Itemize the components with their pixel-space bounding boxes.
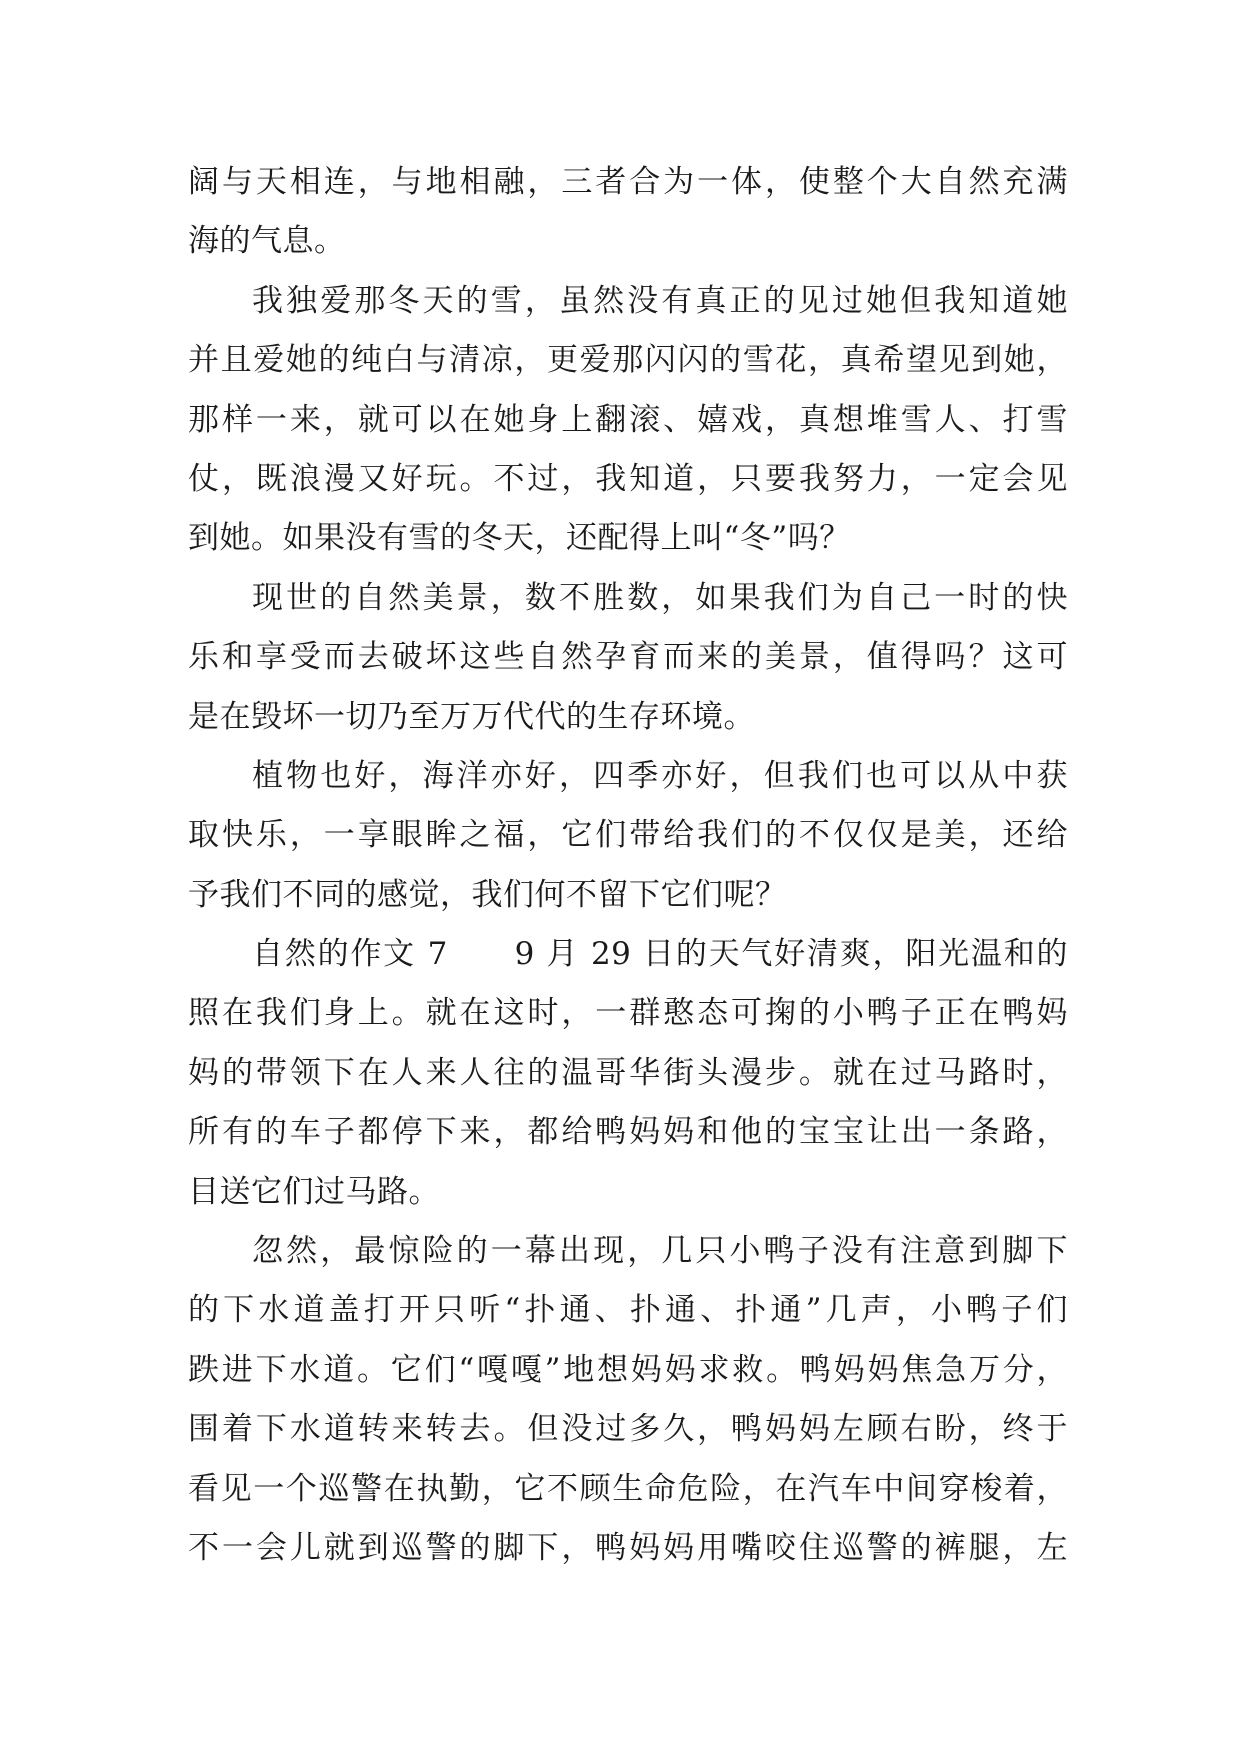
text-line: 照在我们身上。就在这时，一群憨态可掬的小鸭子正在鸭妈 (188, 995, 1068, 1032)
text-line: 植物也好，海洋亦好，四季亦好，但我们也可以从中获 (252, 757, 1068, 794)
text-line: 妈的带领下在人来人往的温哥华街头漫步。就在过马路时， (188, 1054, 1068, 1091)
text-line: 予我们不同的感觉，我们何不留下它们呢？ (188, 876, 787, 913)
text-line: 并且爱她的纯白与清凉，更爱那闪闪的雪花，真希望见到她， (188, 342, 1068, 379)
text-line: 目送它们过马路。 (188, 1173, 440, 1210)
text-line: 仗，既浪漫又好玩。不过，我知道，只要我努力，一定会见 (188, 460, 1068, 497)
text-line: 的下水道盖打开只听“扑通、扑通、扑通”几声，小鸭子们 (188, 1292, 1068, 1329)
text-line: 阔与天相连，与地相融，三者合为一体，使整个大自然充满 (188, 164, 1068, 200)
text-line: 忽然，最惊险的一幕出现，几只小鸭子没有注意到脚下 (252, 1233, 1068, 1270)
text-line: 跌进下水道。它们“嘎嘎”地想妈妈求救。鸭妈妈焦急万分， (188, 1351, 1068, 1388)
text-line: 乐和享受而去破坏这些自然孕育而来的美景，值得吗？这可 (188, 639, 1068, 676)
body-text (188, 153, 1068, 1578)
text-line: 那样一来，就可以在她身上翻滚、嬉戏，真想堆雪人、打雪 (188, 401, 1068, 438)
text-line: 自然的作文 7 9 月 29 日的天气好清爽，阳光温和的 (252, 936, 1068, 973)
text-line: 取快乐，一享眼眸之福，它们带给我们的不仅仅是美，还给 (188, 817, 1068, 854)
text-line: 现世的自然美景，数不胜数，如果我们为自己一时的快 (252, 579, 1068, 616)
text-line: 围着下水道转来转去。但没过多久，鸭妈妈左顾右盼，终于 (188, 1411, 1068, 1448)
text-line: 到她。如果没有雪的冬天，还配得上叫“冬”吗？ (188, 520, 851, 557)
text-line: 不一会儿就到巡警的脚下，鸭妈妈用嘴咬住巡警的裤腿，左 (188, 1529, 1068, 1566)
text-line: 我独爱那冬天的雪，虽然没有真正的见过她但我知道她 (252, 282, 1068, 319)
text-line: 海的气息。 (188, 223, 346, 260)
text-line: 看见一个巡警在执勤，它不顾生命危险，在汽车中间穿梭着， (188, 1470, 1068, 1507)
text-line: 是在毁坏一切乃至万万代代的生存环境。 (188, 698, 755, 735)
text-line: 所有的车子都停下来，都给鸭妈妈和他的宝宝让出一条路， (188, 1114, 1068, 1151)
